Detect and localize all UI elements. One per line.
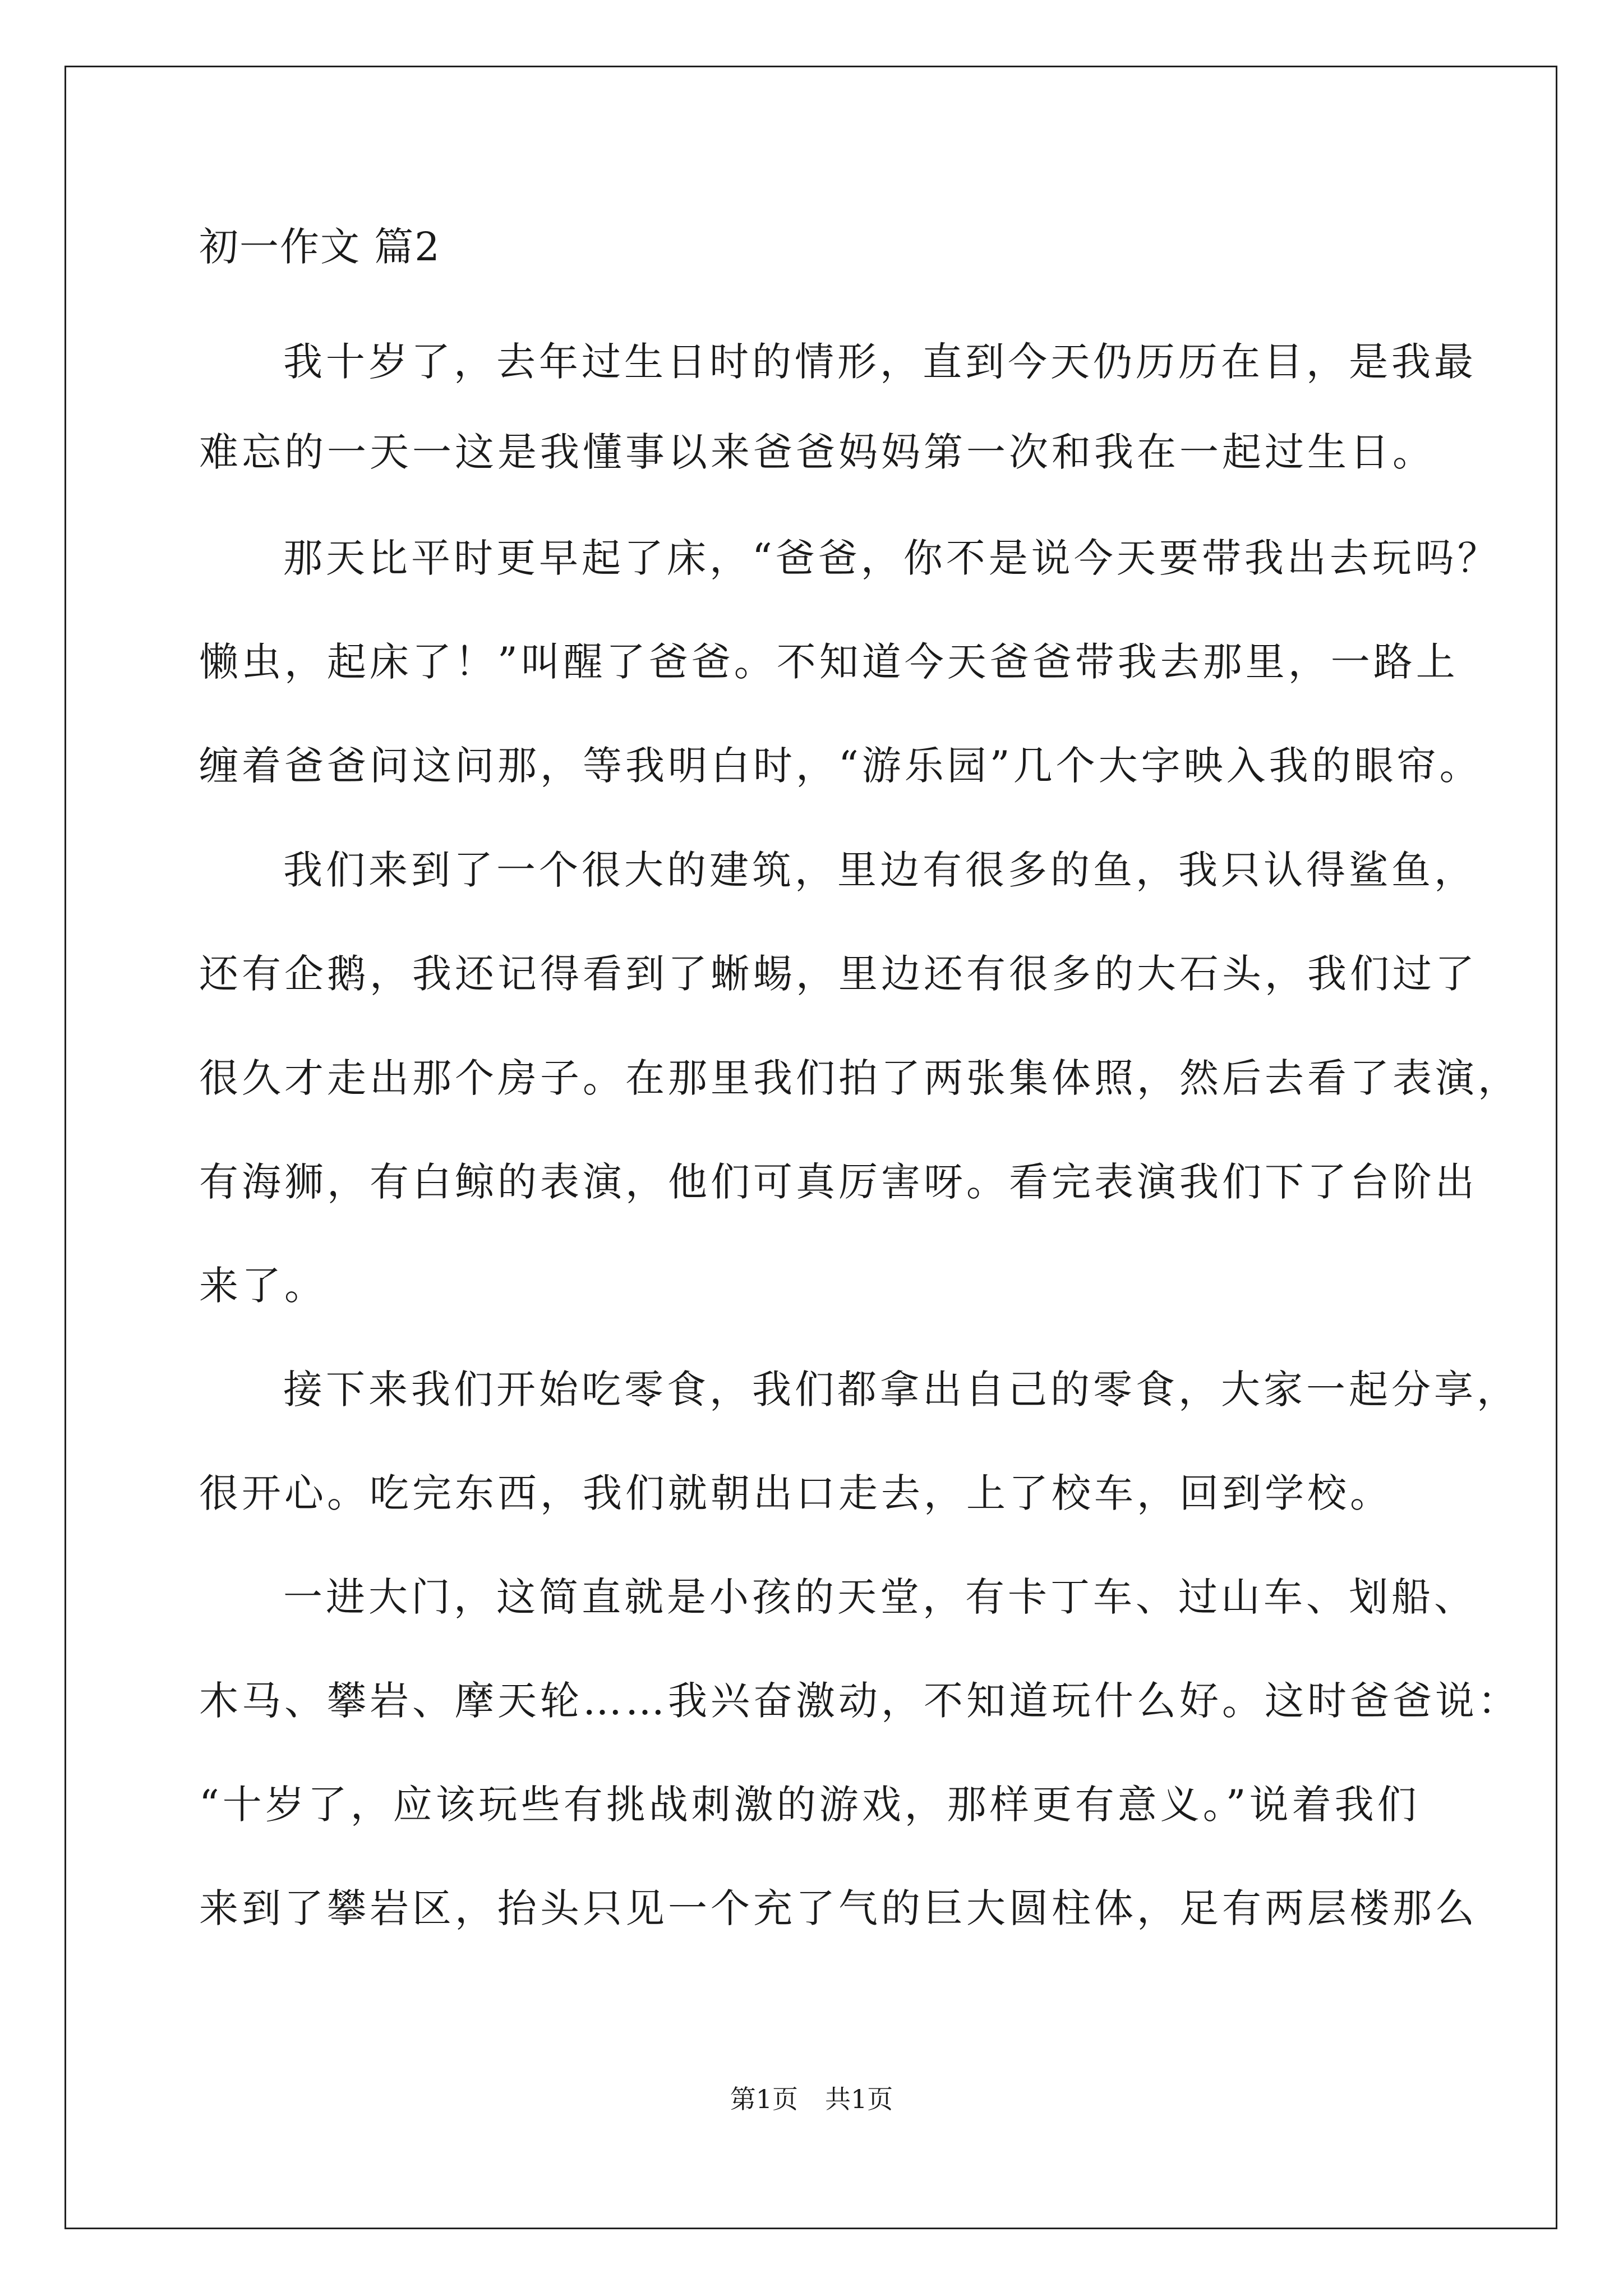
text-line: 难忘的一天一这是我懂事以来爸爸妈妈第一次和我在一起过生日。: [199, 429, 1435, 475]
text-line: 一进大门，这简直就是小孩的天堂，有卡丁车、过山车、划船、: [283, 1574, 1477, 1620]
text-line: 懒虫，起床了！”叫醒了爸爸。不知道今天爸爸带我去那里，一路上: [199, 639, 1459, 685]
text-line: 接下来我们开始吃零食，我们都拿出自己的零食，大家一起分享，: [283, 1366, 1519, 1412]
text-line: 来了。: [199, 1263, 327, 1309]
document-title: 初一作文 篇2: [199, 224, 441, 270]
page-number-total: 共1页: [825, 2084, 893, 2114]
text-line: 我们来到了一个很大的建筑，里边有很多的鱼，我只认得鲨鱼，: [283, 847, 1477, 893]
text-line: 来到了攀岩区，抬头只见一个充了气的巨大圆柱体，足有两层楼那么: [199, 1885, 1478, 1931]
text-line: 很开心。吃完东西，我们就朝出口走去，上了校车，回到学校。: [199, 1470, 1393, 1516]
page-footer: [0, 2082, 1623, 2116]
text-line: 缠着爸爸问这问那，等我明白时，“游乐园”几个大字映入我的眼帘。: [199, 743, 1482, 789]
text-line: 有海狮，有白鲸的表演，他们可真厉害呀。看完表演我们下了台阶出: [199, 1159, 1478, 1205]
text-line: 我十岁了，去年过生日时的情形，直到今天仍历历在目，是我最: [283, 339, 1477, 385]
page-number-current: 第1页: [730, 2084, 798, 2114]
text-line: 木马、攀岩、摩天轮……我兴奋激动，不知道玩什么好。这时爸爸说：: [199, 1678, 1520, 1724]
text-line: 很久才走出那个房子。在那里我们拍了两张集体照，然后去看了表演，: [199, 1055, 1520, 1101]
text-line: “十岁了，应该玩些有挑战刺激的游戏，那样更有意义。”说着我们: [199, 1782, 1420, 1828]
text-line: 还有企鹅，我还记得看到了蜥蜴，里边还有很多的大石头，我们过了: [199, 951, 1478, 997]
text-line: 那天比平时更早起了床，“爸爸，你不是说今天要带我出去玩吗？: [283, 535, 1500, 581]
